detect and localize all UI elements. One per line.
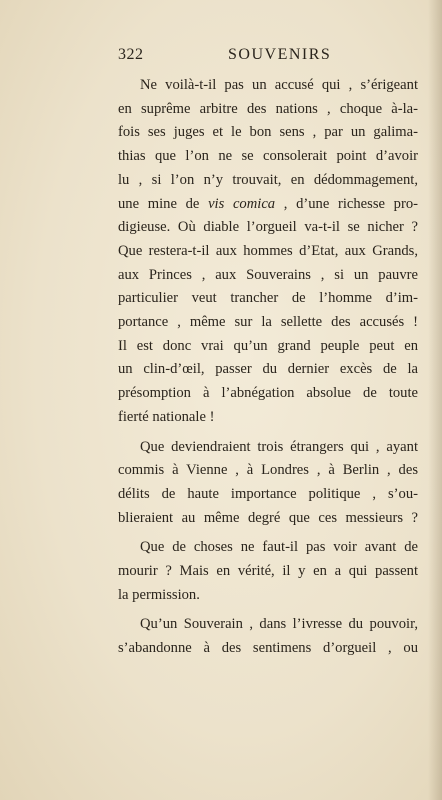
text-line: particulier veut trancher de l’homme d’im- [118, 290, 418, 307]
text-line: fierté nationale ! [118, 408, 215, 425]
text-line: aux Princes , aux Souverains , si un pauvre [118, 266, 418, 283]
text-line: Que deviendraient trois étrangers qui , ayant [140, 438, 418, 455]
text-line: en suprême arbitre des nations , choque à-la- [118, 100, 418, 117]
paragraph [118, 613, 418, 660]
paragraph [118, 536, 418, 607]
text-line: la permission. [118, 586, 200, 603]
paragraph [118, 436, 418, 531]
text-line: Ne voilà-t-il pas un accusé qui , s’érigeant [140, 77, 418, 93]
text-line: fois ses juges et le bon sens , par un galima- [118, 124, 418, 141]
text-line: présomption à l’abnégation absolue de toute [118, 385, 418, 402]
text-line: commis à Vienne , à Londres , à Berlin , des [118, 462, 418, 479]
page-gutter-shadow [428, 0, 442, 800]
text-line: thias que l’on ne se consolerait point d’avoir [118, 148, 418, 165]
running-head: SOUVENIRS [228, 46, 332, 63]
text-line: Qu’un Souverain , dans l’ivresse du pouvoir, [140, 616, 418, 633]
text-line: délits de haute importance politique , s’ou- [118, 485, 418, 502]
text-line: Que restera-t-il aux hommes d’Etat, aux Grands, [118, 242, 418, 259]
text-line: portance , même sur la sellette des accusés ! [118, 314, 418, 331]
text-line: digieuse. Où diable l’orgueil va-t-il se nicher ? [118, 219, 418, 236]
text-line: blieraient au même degré que ces messieurs ? [118, 509, 418, 526]
text-line: s’abandonne à des sentimens d’orgueil , ou [118, 640, 418, 657]
paragraph [118, 74, 418, 430]
text-line: un clin-d’œil, passer du dernier excès de la [118, 361, 418, 378]
text-line: une mine de vis comica , d’une richesse pro- [118, 195, 418, 212]
text-line: Que de choses ne faut-il pas voir avant de [140, 539, 418, 556]
page-number: 322 [118, 46, 144, 63]
text-line: lu , si l’on n’y trouvait, en dédommagement, [118, 171, 418, 188]
text-line: mourir ? Mais en vérité, il y en a qui passent [118, 563, 418, 580]
body-text [118, 74, 418, 667]
text-line: Il est donc vrai qu’un grand peuple peut en [118, 337, 418, 354]
page-header [118, 46, 418, 68]
